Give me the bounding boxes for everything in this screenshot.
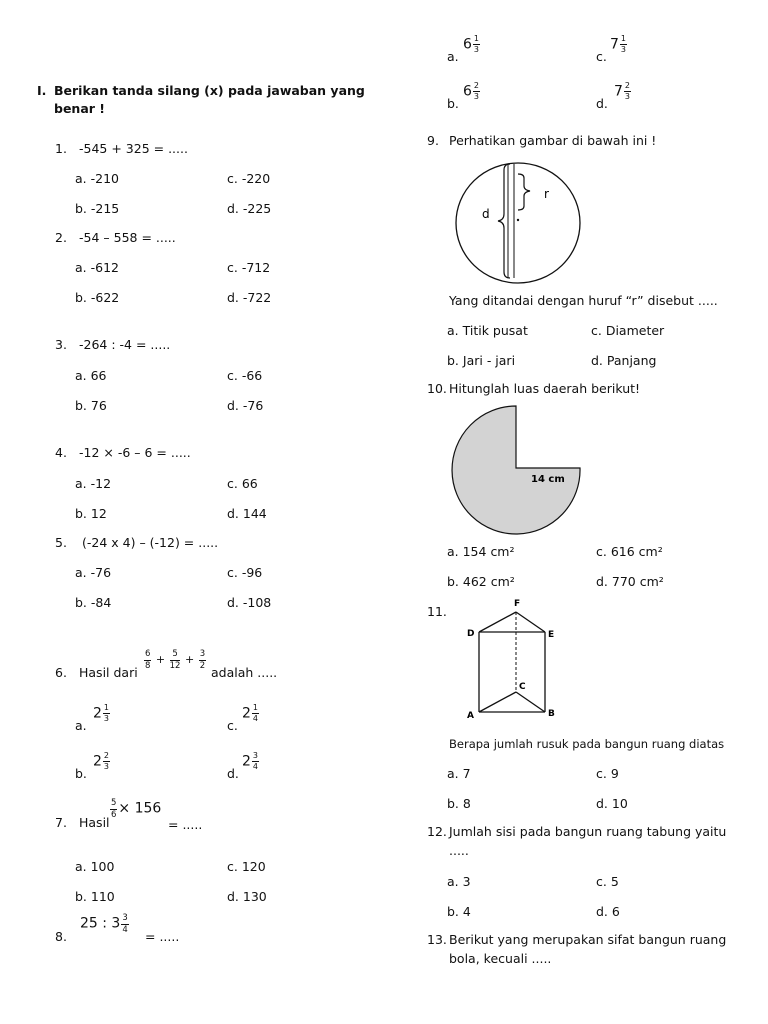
q5-option-d[interactable]: d. -108 [227, 595, 272, 610]
q8-suffix: = ..... [145, 929, 180, 944]
q8-option-b-value[interactable]: 6 $\frac{2}{3}$ [463, 81, 480, 101]
q2-option-d[interactable]: d. -722 [227, 290, 272, 305]
plus-sign: + [184, 653, 195, 666]
q8-fraction: $\frac{3}{4}$ [122, 913, 128, 935]
q9-option-b[interactable]: b. Jari - jari [447, 353, 516, 368]
q3-number: 3. [55, 337, 67, 352]
q6-option-a-label[interactable]: a. [75, 718, 87, 733]
q12-option-a[interactable]: a. 3 [447, 874, 471, 889]
q1-option-c[interactable]: c. -220 [227, 171, 271, 186]
q6-option-d-label[interactable]: d. [227, 766, 239, 781]
q4-option-b[interactable]: b. 12 [75, 506, 107, 521]
q8-option-a-value[interactable]: 6 $\frac{1}{3}$ [463, 34, 480, 54]
label-d: d [482, 207, 490, 221]
plus-sign: + [155, 653, 166, 666]
q8-option-d-value[interactable]: 7 $\frac{2}{3}$ [614, 81, 631, 101]
q8-option-b-label[interactable]: b. [447, 96, 459, 111]
q9-question: Perhatikan gambar di bawah ini ! [449, 133, 657, 148]
q8-option-a-label[interactable]: a. [447, 49, 459, 64]
q7-option-d[interactable]: d. 130 [227, 889, 267, 904]
q7-suffix: = ..... [168, 817, 203, 832]
vertex-F: F [514, 599, 521, 609]
q3-option-b[interactable]: b. 76 [75, 398, 107, 413]
q4-question: -12 × -6 – 6 = ..... [79, 445, 191, 460]
q7-expression [109, 799, 161, 819]
label-r: r [544, 187, 549, 201]
q10-question: Hitunglah luas daerah berikut! [449, 381, 641, 396]
q1-option-a[interactable]: a. -210 [75, 171, 119, 186]
q11-option-b[interactable]: b. 8 [447, 796, 471, 811]
q8-option-d-label[interactable]: d. [596, 96, 608, 111]
q12-option-c[interactable]: c. 5 [596, 874, 619, 889]
three-quarter-circle-figure [449, 402, 589, 537]
q11-option-c[interactable]: c. 9 [596, 766, 619, 781]
q10-option-d[interactable]: d. 770 cm² [596, 574, 664, 589]
circle-outline [456, 163, 580, 283]
q7-number: 7. [55, 815, 67, 830]
q1-question: -545 + 325 = ..... [79, 141, 188, 156]
q12-option-d[interactable]: d. 6 [596, 904, 620, 919]
q9-subquestion: Yang ditandai dengan huruf “r” disebut ..... [449, 293, 718, 308]
dimension-label: 14 cm [531, 474, 565, 485]
vertex-C: C [519, 682, 526, 692]
q7-fraction: $\frac{5}{6}$ [111, 798, 117, 820]
q11-option-d[interactable]: d. 10 [596, 796, 628, 811]
q8-option-c-value[interactable]: 7 $\frac{1}{3}$ [610, 34, 627, 54]
q10-option-b[interactable]: b. 462 cm² [447, 574, 515, 589]
q8-option-c-label[interactable]: c. [596, 49, 607, 64]
q3-option-d[interactable]: d. -76 [227, 398, 264, 413]
q5-number: 5. [55, 535, 67, 550]
q2-number: 2. [55, 230, 67, 245]
q9-option-c[interactable]: c. Diameter [591, 323, 665, 338]
q1-option-b[interactable]: b. -215 [75, 201, 120, 216]
vertex-A: A [467, 711, 474, 721]
q4-number: 4. [55, 445, 67, 460]
q3-question: -264 : -4 = ..... [79, 337, 171, 352]
instruction-line-2: benar ! [54, 101, 105, 116]
q1-number: 1. [55, 141, 67, 156]
q9-option-a[interactable]: a. Titik pusat [447, 323, 528, 338]
q12-question-line-2: ..... [449, 843, 469, 858]
q10-option-a[interactable]: a. 154 cm² [447, 544, 515, 559]
q11-number: 11. [427, 604, 447, 619]
q7-prefix: Hasil [79, 815, 110, 830]
vertex-E: E [548, 630, 555, 640]
q9-option-d[interactable]: d. Panjang [591, 353, 657, 368]
section-number: I. [37, 83, 47, 98]
q6-fraction-2: $\frac{5}{12}$ [169, 649, 181, 671]
q4-option-a[interactable]: a. -12 [75, 476, 112, 491]
q12-option-b[interactable]: b. 4 [447, 904, 471, 919]
q10-number: 10. [427, 381, 447, 396]
q9-number: 9. [427, 133, 439, 148]
q1-option-d[interactable]: d. -225 [227, 201, 272, 216]
q11-option-a[interactable]: a. 7 [447, 766, 471, 781]
prism-figure [462, 594, 562, 724]
q4-option-c[interactable]: c. 66 [227, 476, 258, 491]
q11-question: Berapa jumlah rusuk pada bangun ruang diatas [449, 737, 725, 751]
q6-option-c-label[interactable]: c. [227, 718, 238, 733]
instruction-line-1: Berikan tanda silang (x) pada jawaban yang [54, 83, 365, 98]
vertex-D: D [467, 629, 475, 639]
shaded-region [452, 406, 580, 534]
q6-prefix: Hasil dari [79, 665, 138, 680]
q2-question: -54 – 558 = ..... [79, 230, 176, 245]
q5-option-a[interactable]: a. -76 [75, 565, 112, 580]
q6-fraction-3: $\frac{3}{2}$ [199, 649, 206, 671]
q8-number: 8. [55, 929, 67, 944]
q12-number: 12. [427, 824, 447, 839]
q6-option-c-value[interactable]: 2 $\frac{1}{4}$ [242, 703, 259, 723]
q13-number: 13. [427, 932, 447, 947]
q13-question-line-2: bola, kecuali ..... [449, 951, 552, 966]
q5-option-b[interactable]: b. -84 [75, 595, 112, 610]
q6-suffix: adalah ..... [211, 665, 278, 680]
q3-option-c[interactable]: c. -66 [227, 368, 263, 383]
q7-multiplier: × 156 [118, 800, 162, 817]
q2-option-b[interactable]: b. -622 [75, 290, 120, 305]
q6-option-b-label[interactable]: b. [75, 766, 87, 781]
q3-option-a[interactable]: a. 66 [75, 368, 107, 383]
q4-option-d[interactable]: d. 144 [227, 506, 267, 521]
q7-option-c[interactable]: c. 120 [227, 859, 266, 874]
q2-option-c[interactable]: c. -712 [227, 260, 271, 275]
q5-option-c[interactable]: c. -96 [227, 565, 263, 580]
circle-figure [452, 160, 587, 290]
q10-option-c[interactable]: c. 616 cm² [596, 544, 663, 559]
q6-option-d-value[interactable]: 2 $\frac{3}{4}$ [242, 751, 259, 771]
radius-brace [518, 174, 530, 210]
q2-option-a[interactable]: a. -612 [75, 260, 119, 275]
center-point [517, 219, 519, 221]
q6-number: 6. [55, 665, 67, 680]
vertex-B: B [548, 709, 555, 719]
q7-option-a[interactable]: a. 100 [75, 859, 115, 874]
q6-fraction-1: $\frac{6}{8}$ [145, 649, 151, 671]
q7-option-b[interactable]: b. 110 [75, 889, 115, 904]
q8-division: 25 : 3 [80, 915, 121, 932]
q8-expression [80, 914, 130, 934]
q6-option-b-value[interactable]: 2 $\frac{2}{3}$ [93, 751, 110, 771]
q12-question-line-1: Jumlah sisi pada bangun ruang tabung yaitu [449, 824, 727, 839]
q6-option-a-value[interactable]: 2 $\frac{1}{3}$ [93, 703, 110, 723]
q6-expression [143, 650, 207, 670]
q13-question-line-1: Berikut yang merupakan sifat bangun ruang [449, 932, 727, 947]
q5-question: (-24 x 4) – (-12) = ..... [82, 535, 219, 550]
